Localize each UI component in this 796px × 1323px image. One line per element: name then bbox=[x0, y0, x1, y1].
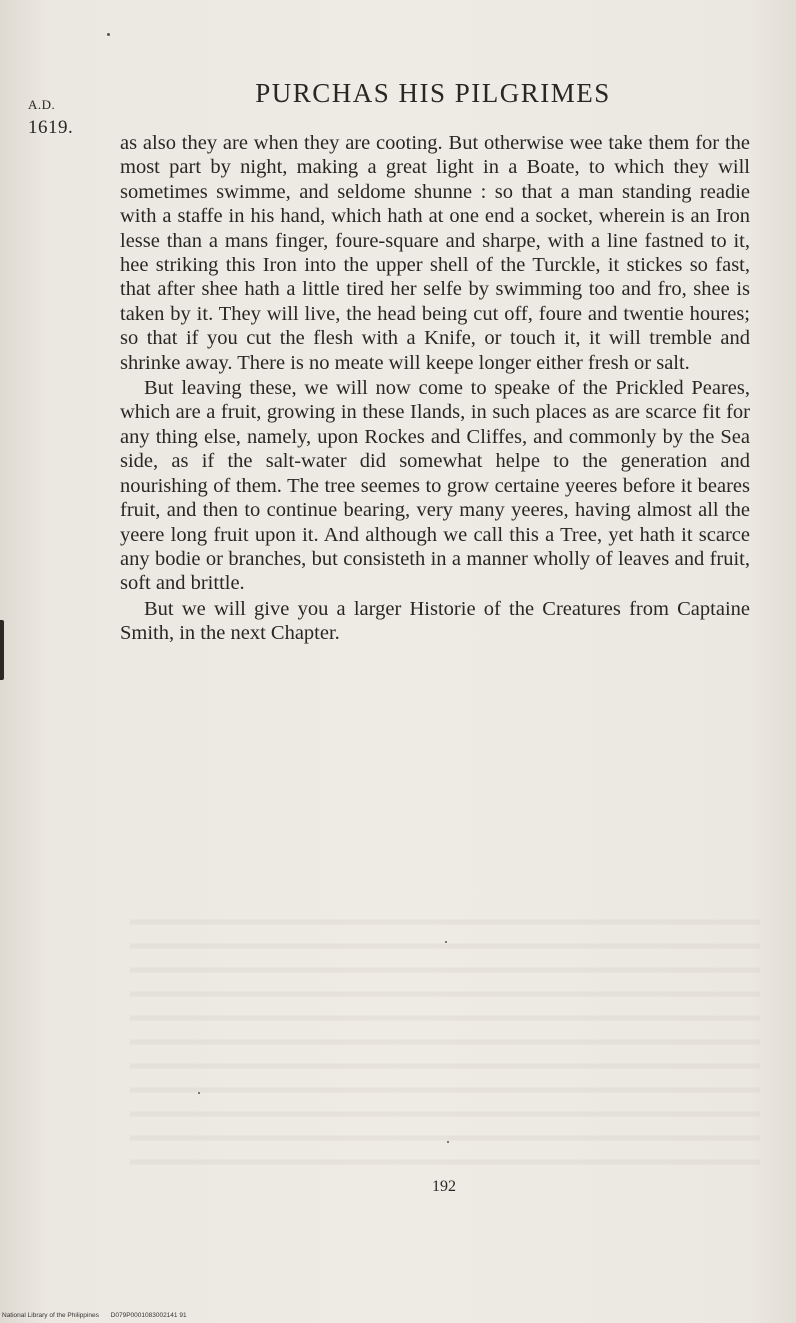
footer-library: National Library of the Philippines bbox=[2, 1312, 99, 1319]
margin-note-year: 1619. bbox=[28, 117, 74, 138]
scan-footer bbox=[2, 1312, 187, 1319]
margin-note-era: A.D. bbox=[28, 97, 56, 112]
paragraph-prickled-peares: But leaving these, we will now come to speake of the Prickled Peares, which are a fruit, growing in these Ilands, in such places as are scarce fit for any thing else, namely, upon Rockes and Cliffes, and commonly by the Sea side, as if the salt-water did somewhat helpe to the generation and nourishing of them. The tree seemes to grow certaine yeeres before it beares fruit, and then to continue bearing, very many yeeres, having almost all the yeere long fruit upon it. And although we call this a Tree, yet hath it scarce any bodie or branches, but consisteth in a manner wholly of leaves and fruit, soft and brittle. bbox=[120, 377, 750, 595]
running-head: PURCHAS HIS PILGRIMES bbox=[255, 78, 611, 108]
paragraph-continuation: as also they are when they are cooting. But otherwise wee take them for the most part by night, making a great light in a Boate, to which they will sometimes swimme, and seldome shunne : so that a man standing readie with a staffe in his hand, which hath at one end a socket, wherein is an Iron lesse than a mans finger, foure-square and sharpe, with a line fastned to it, hee striking this Iron into the upper shell of the Turckle, it stickes so fast, that after shee hath a little tired her selfe by swimming too and fro, shee is taken by it. They will live, the head being cut off, foure and twentie houres; so that if you cut the flesh with a Knife, or touch it, it will tremble and shrinke away. There is no meate will keepe longer either fresh or salt. bbox=[120, 132, 750, 374]
paragraph-closing: But we will give you a larger Historie of the Creatures from Captaine Smith, in the next Chapter. bbox=[120, 597, 750, 645]
ink-speck bbox=[107, 33, 110, 36]
page-number: 192 bbox=[432, 1178, 456, 1195]
show-through-text bbox=[130, 905, 760, 1175]
page-edge-mark bbox=[0, 620, 4, 680]
footer-code: D079P0001083002141 91 bbox=[110, 1312, 187, 1319]
body-text bbox=[120, 131, 750, 646]
